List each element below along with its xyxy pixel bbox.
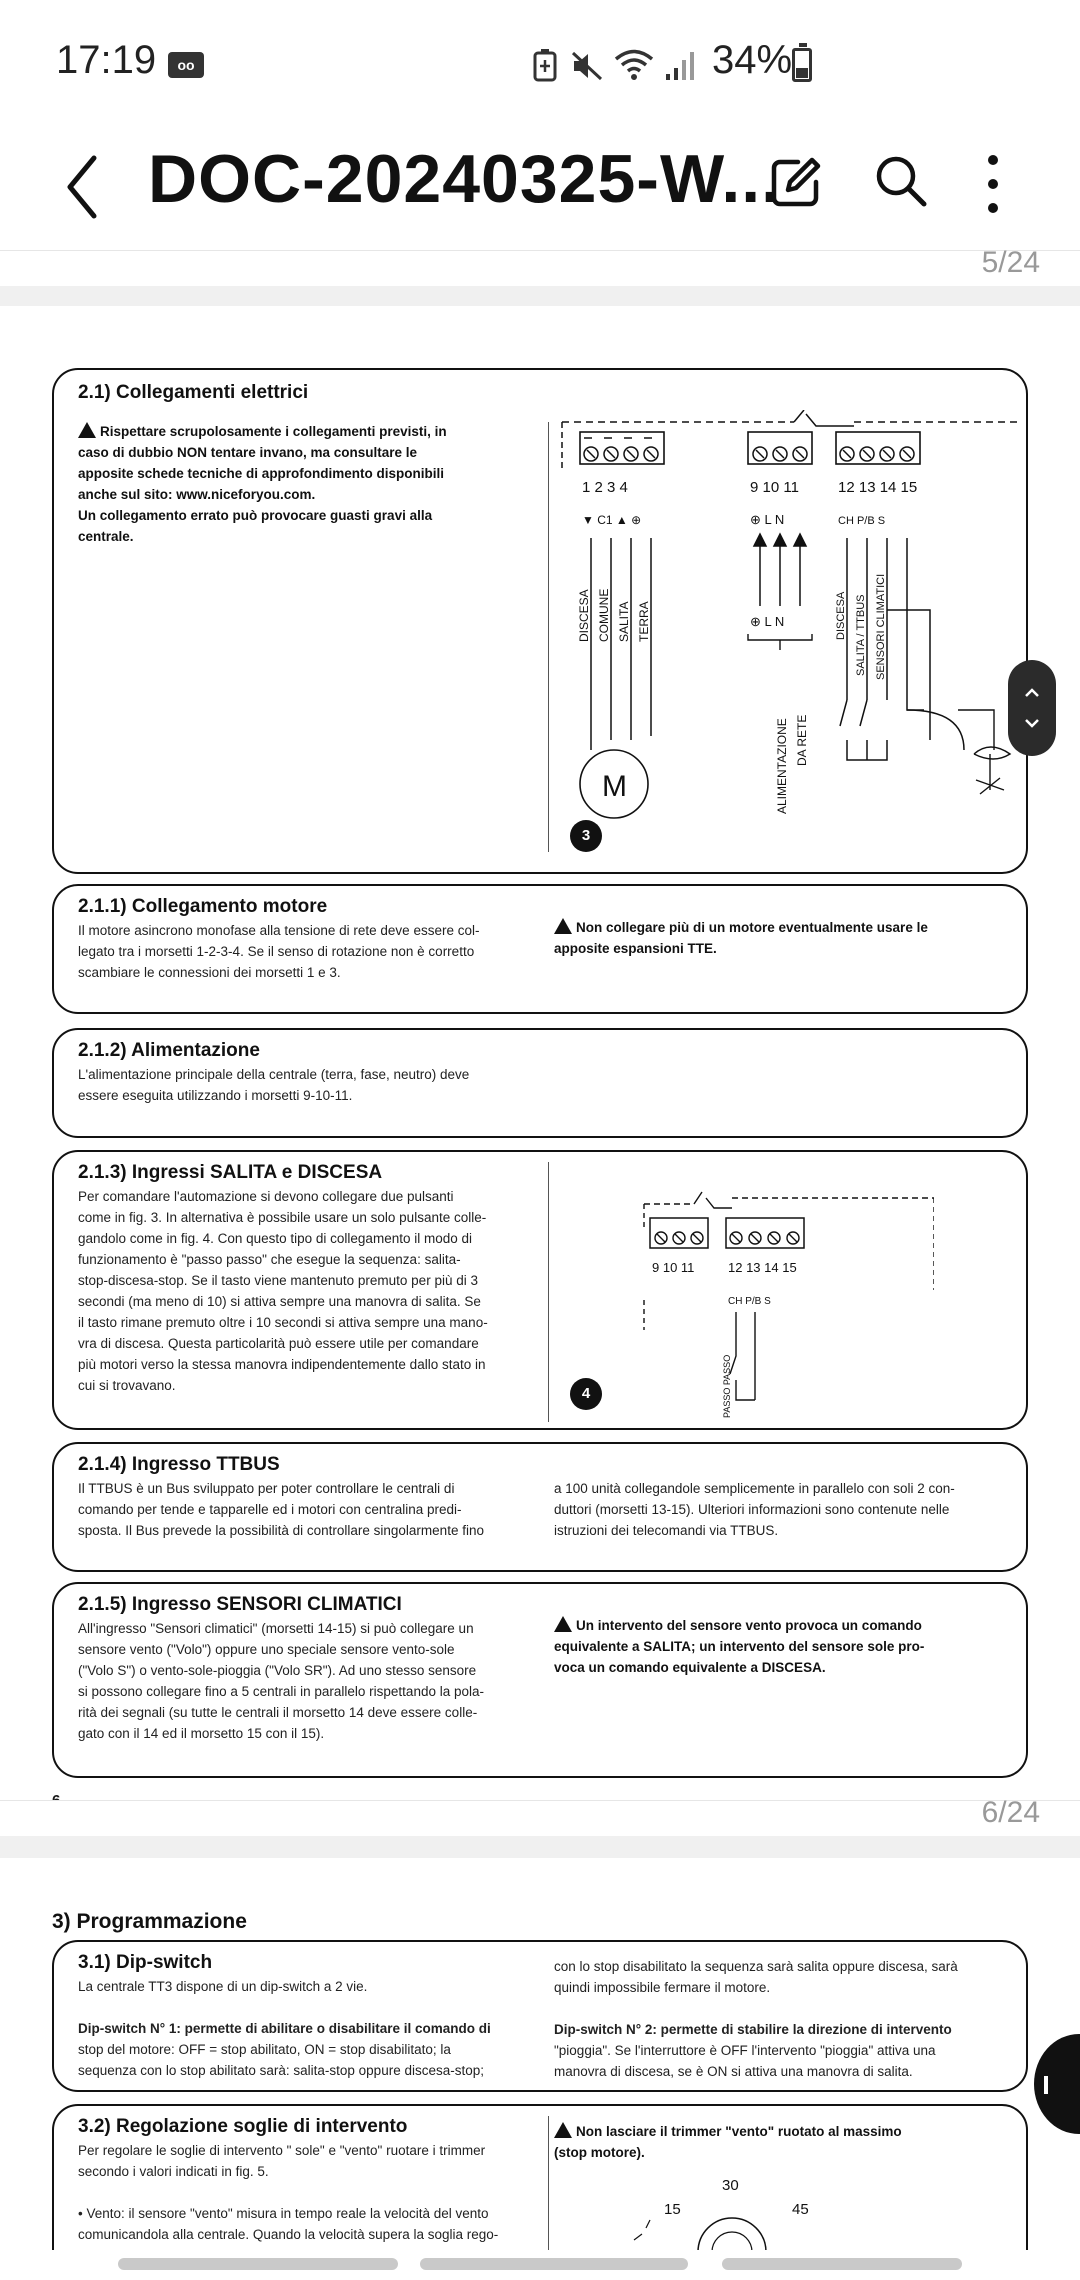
more-options-icon[interactable] (978, 152, 1008, 216)
battery-saver-icon (532, 48, 558, 82)
battery-percent: 34% (712, 38, 793, 82)
svg-text:DISCESA: DISCESA (577, 589, 591, 642)
mute-icon (570, 50, 604, 82)
svg-text:SALITA: SALITA (617, 601, 631, 642)
figure-number: 4 (570, 1378, 602, 1410)
section-text: All'ingresso "Sensori climatici" (morsetti 14-15) si può collegare un sensore vento ("Volo") oppure uno speciale sensore vento-sole ("Volo S") o vento-sole-pioggia ("Volo SR"). Ad uno stesso sensore si possono collegare fino a 5 centrali in parallelo rispettando la pola- rità dei segnali (su tutte le centrali il morsetto 14 deve essere colle- gato con il 14 ed il morsetto 15 con il 15). (78, 1621, 484, 1741)
svg-text:30: 30 (722, 2177, 739, 2194)
section-2-1-box (52, 368, 1028, 874)
warning-icon (78, 422, 96, 438)
nav-pill-center[interactable] (420, 2258, 688, 2270)
svg-text:CH P/B S: CH P/B S (838, 515, 886, 527)
svg-text:▼ C1 ▲ ⊕: ▼ C1 ▲ ⊕ (582, 513, 642, 527)
column-divider (548, 422, 549, 852)
svg-text:DISCESA: DISCESA (835, 591, 847, 640)
document-page-6 (0, 306, 1080, 1830)
svg-text:M: M (602, 770, 627, 803)
section-text: Per comandare l'automazione si devono collegare due pulsanti come in fig. 3. In alternativa è possibile usare un solo pulsante colle- gandolo come in fig. 4. Con questo tipo di collegamento il modo di funzionamento è "passo passo" che esegue la sequenza: salita- stop-discesa-stop. Se il tasto viene mantenuto premuto per più di 3 secondi (ma meno di 10) si attiva sempre una manovra di salita. Se il tasto rimane premuto oltre i 10 secondi si attiva sempre una mano- vra di discesa. Questa particolarità può essere utile per comandare più motori verso la stessa manovra indipendentemente dallo stato in cui si trovavano. (78, 1189, 488, 1393)
section-title: 2.1) Collegamenti elettrici (78, 382, 309, 403)
section-title: 2.1.5) Ingresso SENSORI CLIMATICI (78, 1594, 402, 1615)
section-title: 3.1) Dip-switch (78, 1952, 213, 1973)
wiring-diagram-fig-4 (634, 1170, 934, 1420)
section-text: Per regolare le soglie di intervento " sole" e "vento" ruotare i trimmer secondo i valori indicati in fig. 5. • Vento: il sensore "vento" misura in tempo reale la velocità del vento comunicandola alla centrale. Quando la velocità supera la soglia rego- (78, 2143, 499, 2242)
section-2-1-5-box (52, 1582, 1028, 1778)
section-2-1-1-box (52, 884, 1028, 1014)
svg-text:PASSO PASSO: PASSO PASSO (722, 1354, 732, 1418)
section-title: 2.1.3) Ingressi SALITA e DISCESA (78, 1162, 383, 1183)
document-title: DOC-20240325-W... (148, 141, 782, 217)
svg-text:ALIMENTAZIONE: ALIMENTAZIONE (775, 718, 789, 814)
svg-text:9 10 11: 9 10 11 (652, 1260, 695, 1275)
status-bar (0, 0, 1080, 130)
svg-text:12 13 14 15: 12 13 14 15 (838, 479, 918, 496)
svg-text:9 10 11: 9 10 11 (750, 479, 799, 496)
wiring-diagram-fig-3 (554, 410, 1024, 870)
column-divider (548, 2116, 549, 2256)
section-title: 2.1.4) Ingresso TTBUS (78, 1454, 280, 1475)
page-gap (0, 286, 1080, 306)
page-indicator-6: 6/24 (981, 1796, 1040, 1829)
page-gap (0, 1836, 1080, 1858)
svg-text:1 2 3 4: 1 2 3 4 (582, 479, 628, 496)
svg-text:45: 45 (792, 2201, 809, 2218)
section-title: 2.1.2) Alimentazione (78, 1040, 260, 1061)
section-2-1-4-box (52, 1442, 1028, 1572)
navigation-bar (0, 2250, 1080, 2280)
status-time: 17:19 (56, 38, 157, 82)
battery-icon (792, 48, 812, 82)
section-2-1-2-box (52, 1028, 1028, 1138)
warning-text: Non collegare più di un motore eventualmente usare le apposite espansioni TTE. (554, 920, 928, 956)
nav-pill-left[interactable] (118, 2258, 398, 2270)
svg-text:DA RETE: DA RETE (795, 714, 809, 766)
warning-icon (554, 1616, 572, 1632)
edit-icon[interactable] (768, 154, 824, 210)
nav-pill-right[interactable] (722, 2258, 962, 2270)
section-3-1-box (52, 1940, 1028, 2092)
fast-scroll-handle[interactable] (1008, 660, 1056, 756)
svg-text:CH P/B S: CH P/B S (728, 1296, 771, 1307)
back-arrow-icon[interactable] (62, 152, 102, 222)
search-icon[interactable] (872, 152, 928, 208)
app-bar (0, 130, 1080, 250)
scroll-arrows-icon (1008, 660, 1056, 756)
column-divider (548, 1162, 549, 1422)
section-text: L'alimentazione principale della centrale (terra, fase, neutro) deve essere eseguita utilizzando i morsetti 9-10-11. (78, 1067, 470, 1103)
section-text: Il motore asincrono monofase alla tensione di rete deve essere col- legato tra i morsetti 1-2-3-4. Se il senso di rotazione non è corretto scambiare le connessioni dei morsetti 1 e 3. (78, 923, 480, 980)
wind-sensor-symbol (958, 710, 1010, 794)
svg-text:SENSORI CLIMATICI: SENSORI CLIMATICI (875, 573, 887, 680)
warning-text: Non lasciare il trimmer "vento" ruotato al massimo (stop motore). (554, 2124, 902, 2160)
page-indicator-5: 5/24 (981, 246, 1040, 279)
section-text-left: La centrale TT3 dispone di un dip-switch a 2 vie. Dip-switch N° 1: permette di abilitare o disabilitare il comando di stop del motore: OFF = stop abilitato, ON = stop disabilitato; la sequenza con lo stop abilitato sarà: salita-stop oppure discesa-stop; (78, 1979, 491, 2078)
wifi-icon (614, 48, 654, 82)
section-title: 3.2) Regolazione soglie di intervento (78, 2116, 408, 2137)
section-text-right: con lo stop disabilitato la sequenza sarà salita oppure discesa, sarà quindi impossibile fermare il motore. Dip-switch N° 2: permette di stabilire la direzione di intervento "pioggia". Se l'interruttore è OFF l'intervento "pioggia" attiva una manovra di discesa, se è ON si attiva una manovra di salita. (554, 1959, 958, 2079)
warning-icon (554, 2122, 572, 2138)
section-text-right: a 100 unità collegandole semplicemente in parallelo con soli 2 con- duttori (morsetti 13-15). Ulteriori informazioni sono contenute nelle istruzioni dei telecomandi via TTBUS. (554, 1481, 955, 1538)
figure-number: 3 (570, 820, 602, 852)
section-title: 2.1.1) Collegamento motore (78, 896, 328, 917)
section-2-1-3-box (52, 1150, 1028, 1430)
section-text-left: Il TTBUS è un Bus sviluppato per poter controllare le centrali di comando per tende e tapparelle ed i motori con centralina predi- sposta. Il Bus prevede la possibilità di controllare singolarmente fino (78, 1481, 484, 1538)
svg-text:COMUNE: COMUNE (597, 588, 611, 642)
chapter-title: 3) Programmazione (52, 1910, 247, 1933)
svg-text:12 13 14 15: 12 13 14 15 (728, 1260, 797, 1275)
document-page-7 (0, 1858, 1080, 2250)
signal-icon (664, 48, 696, 82)
voicemail-icon: oo (168, 52, 204, 78)
warning-text: Rispettare scrupolosamente i collegamenti previsti, in caso di dubbio NON tentare invano, ma consultare le apposite schede tecniche di approfondimento disponibili anche sul sito: www.niceforyou.com. Un collegamento errato può provocare guasti gravi alla centrale. (78, 424, 447, 544)
page-6-bottom (0, 1800, 1080, 1836)
svg-text:⊕ L N: ⊕ L N (750, 512, 785, 527)
trimmer-dial-figure (624, 2176, 884, 2252)
warning-icon (554, 918, 572, 934)
svg-text:SALITA / TTBUS: SALITA / TTBUS (855, 594, 867, 676)
warning-text: Un intervento del sensore vento provoca un comando equivalente a SALITA; un intervento del sensore sole pro- voca un comando equivalente a DISCESA. (554, 1618, 925, 1675)
svg-text:⊕ L N: ⊕ L N (750, 614, 785, 629)
svg-text:TERRA: TERRA (637, 601, 651, 642)
svg-text:15: 15 (664, 2201, 681, 2218)
